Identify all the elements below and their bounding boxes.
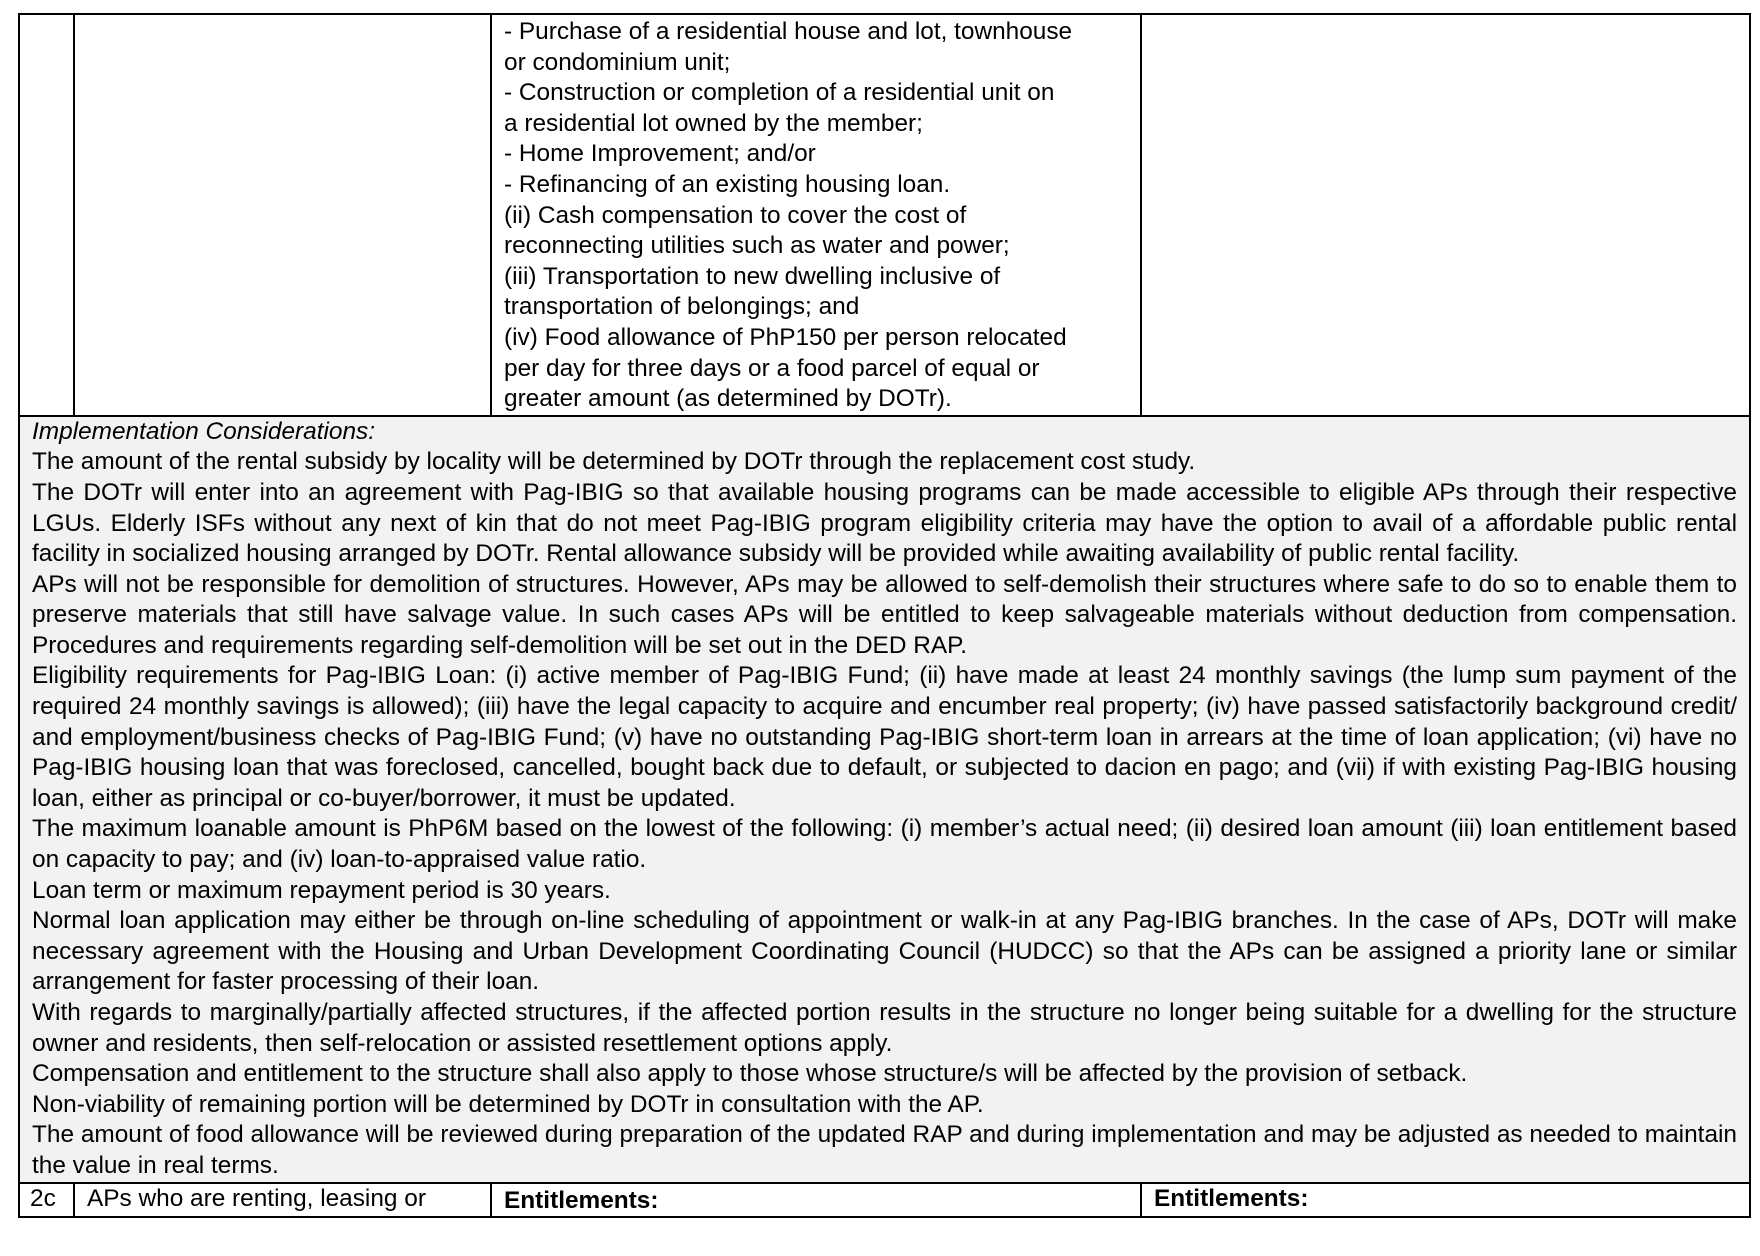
other-entitlements-cell	[1141, 14, 1750, 416]
row-number-cell: 2c	[19, 1183, 74, 1218]
entitlements-label-2: Entitlements:	[1141, 1183, 1750, 1218]
implementation-paragraph: Eligibility requirements for Pag-IBIG Loan: (i) active member of Pag-IBIG Fund; (ii) have made at least 24 monthly savings (the lump sum payment of the required 24 monthly savings is allowed); (iii) have the legal capacity to acquire and encumber real property; (iv) have passed satisfactorily background credit/ and employment/business checks of Pag-IBIG Fund; (v) have no outstanding Pag-IBIG short-term loan in arrears at the time of loan application; (vi) have no Pag-IBIG housing loan that was foreclosed, cancelled, bought back due to default, or subjected to dacion en pago; and (vii) if with existing Pag-IBIG housing loan, either as principal or co-buyer/borrower, it must be updated.	[32, 662, 1737, 812]
entitlement-line: a residential lot owned by the member;	[504, 109, 923, 137]
implementation-considerations-cell	[19, 416, 1750, 1183]
entitlement-line: transportation of belongings; and	[504, 293, 860, 321]
affected-persons-cell	[74, 14, 491, 416]
affected-persons-cell: APs who are renting, leasing or	[74, 1183, 491, 1218]
entitlement-matrix-table	[18, 13, 1751, 1218]
entitlements-cell	[491, 14, 1141, 416]
entitlement-line: - Purchase of a residential house and lot, townhouse	[504, 18, 1073, 45]
implementation-paragraph: Loan term or maximum repayment period is 30 years.	[32, 876, 611, 904]
implementation-paragraph: APs will not be responsible for demolition of structures. However, APs may be allowed to self-demolish their structures where safe to do so to enable them to preserve materials that still have salvage value. In such cases APs will be entitled to keep salvageable materials without deduction from compensation. Procedures and requirements regarding self-demolition will be set out in the DED RAP.	[32, 570, 1737, 659]
table-row-implementation	[19, 416, 1750, 1183]
entitlement-line: per day for three days or a food parcel of equal or	[504, 354, 1040, 382]
entitlements-label: Entitlements:	[491, 1183, 1141, 1218]
implementation-paragraph: The DOTr will enter into an agreement with Pag-IBIG so that available housing programs can be made accessible to eligible APs through their respective LGUs. Elderly ISFs without any next of kin that do not meet Pag-IBIG program eligibility criteria may have the option to avail of a affordable public rental facility in socialized housing arranged by DOTr. Rental allowance subsidy will be provided while awaiting availability of public rental facility.	[32, 478, 1737, 568]
entitlement-line: (iii) Transportation to new dwelling inclusive of	[504, 262, 1001, 290]
entitlement-line: - Refinancing of an existing housing loan.	[504, 170, 951, 198]
entitlement-line: reconnecting utilities such as water and power;	[504, 232, 1010, 260]
implementation-paragraph: Compensation and entitlement to the structure shall also apply to those whose structure/s will be affected by the provision of setback.	[32, 1060, 1468, 1088]
table-row-top-continuation	[19, 14, 1750, 416]
implementation-paragraph: With regards to marginally/partially affected structures, if the affected portion results in the structure no longer being suitable for a dwelling for the structure owner and residents, then self-relocation or assisted resettlement options apply.	[32, 999, 1737, 1057]
table-row-2c	[19, 1183, 1750, 1218]
entitlement-line: (ii) Cash compensation to cover the cost of	[504, 201, 967, 229]
entitlement-line: (iv) Food allowance of PhP150 per person relocated	[504, 323, 1067, 351]
entitlement-line: or condominium unit;	[504, 48, 731, 76]
row-number-cell	[19, 14, 74, 416]
implementation-paragraph: Normal loan application may either be through on-line scheduling of appointment or walk-in at any Pag-IBIG branches. In the case of APs, DOTr will make necessary agreement with the Housing and Urban Development Coordinating Council (HUDCC) so that the APs can be assigned a priority lane or similar arrangement for faster processing of their loan.	[32, 907, 1737, 996]
entitlement-line: - Home Improvement; and/or	[504, 140, 816, 168]
implementation-paragraph: The amount of food allowance will be reviewed during preparation of the updated RAP and during implementation and may be adjusted as needed to maintain the value in real terms.	[32, 1121, 1737, 1179]
implementation-paragraph: The amount of the rental subsidy by locality will be determined by DOTr through the replacement cost study.	[32, 448, 1196, 476]
implementation-paragraph: Non-viability of remaining portion will be determined by DOTr in consultation with the AP.	[32, 1090, 984, 1118]
implementation-heading: Implementation Considerations:	[32, 417, 376, 445]
entitlement-line: greater amount (as determined by DOTr).	[504, 385, 952, 413]
entitlement-line: - Construction or completion of a residential unit on	[504, 79, 1055, 107]
implementation-paragraph: The maximum loanable amount is PhP6M based on the lowest of the following: (i) member’s actual need; (ii) desired loan amount (iii) loan entitlement based on capacity to pay; and (iv) loan-to-appraised value ratio.	[32, 815, 1737, 874]
